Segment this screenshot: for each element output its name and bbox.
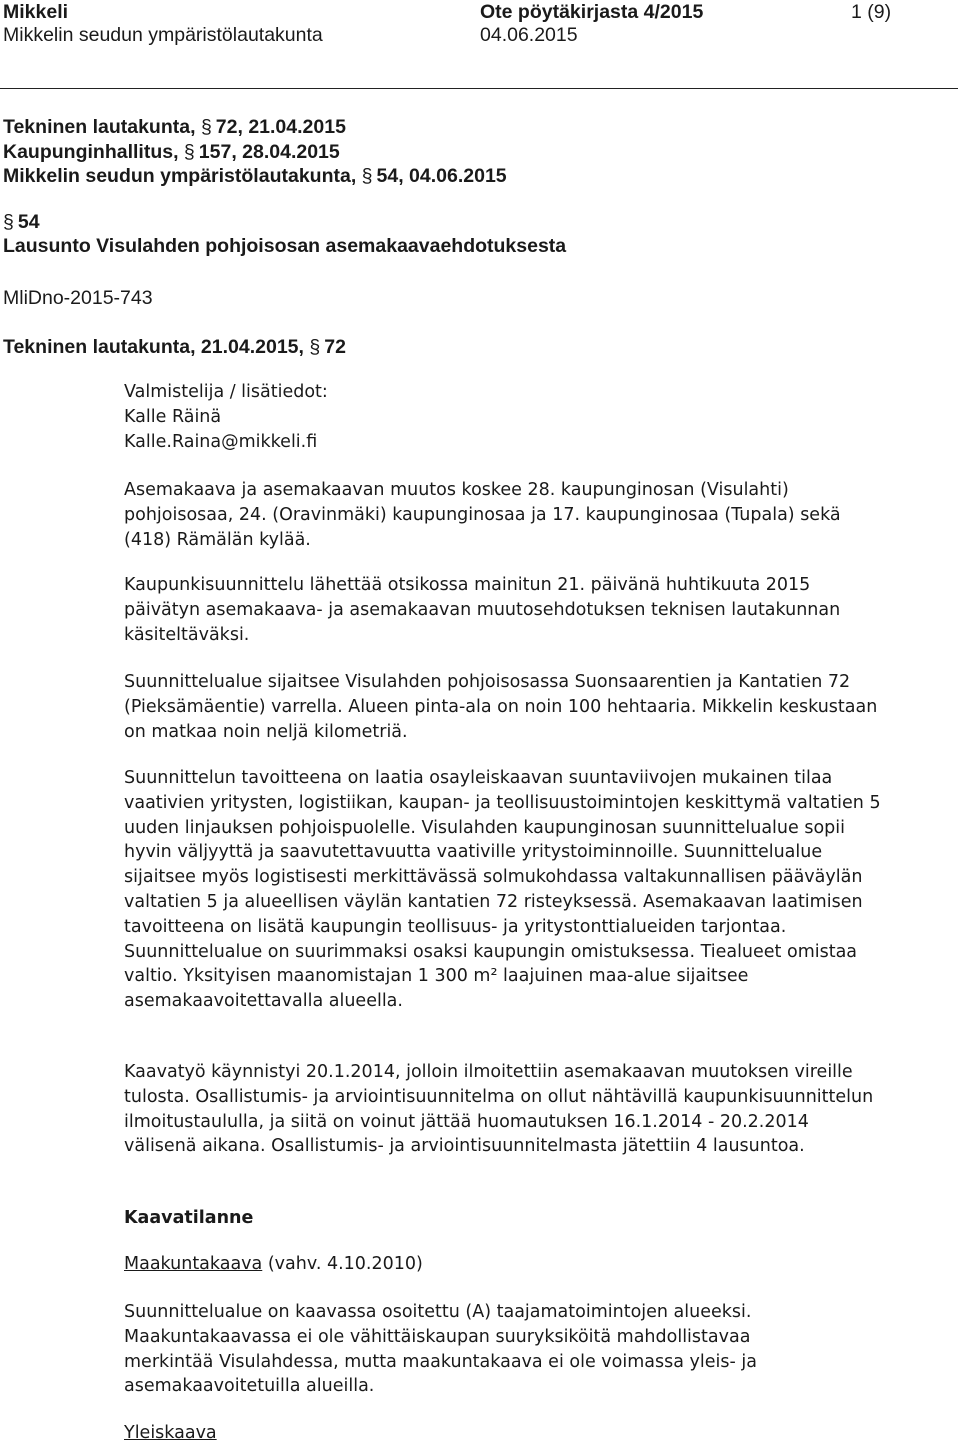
- kaavatilanne-heading: Kaavatilanne: [124, 1208, 254, 1228]
- section-sign-icon: §: [3, 211, 14, 233]
- history-ref: 157, 28.04.2015: [198, 141, 340, 163]
- header-page-number: 1 (9): [851, 1, 892, 23]
- history-body: Tekninen lautakunta,: [3, 116, 196, 138]
- maakuntakaava-note: (vahv. 4.10.2010): [267, 1254, 423, 1274]
- paragraph-5: [124, 1060, 884, 1159]
- section-sign-icon: §: [183, 141, 195, 163]
- sub-heading-body: Tekninen lautakunta, 21.04.2015,: [3, 336, 304, 358]
- preparer-name: Kalle Räinä: [124, 406, 222, 427]
- section-number: [3, 210, 40, 234]
- history-body: Mikkelin seudun ympäristölautakunta,: [3, 165, 357, 187]
- yleiskaava-line: [124, 1421, 954, 1446]
- paragraph-text: Suunnittelualue sijaitsee Visulahden pohjoisosassa Suonsaarentien ja Kantatien 72 (Pieksämäentie) varrella. Alueen pinta-ala on noin 100 hehtaaria. Mikkelin keskustaan on matkaa noin neljä kilometriä.: [124, 672, 878, 742]
- preparer-label: Valmistelija / lisätiedot:: [124, 382, 328, 402]
- paragraph-2: [124, 573, 844, 647]
- preparer-block: [124, 380, 954, 454]
- section-sign-icon: §: [200, 116, 212, 138]
- header-org: Mikkeli: [3, 1, 69, 23]
- header-committee: Mikkelin seudun ympäristölautakunta: [3, 24, 323, 46]
- paragraph-4: [124, 766, 894, 1014]
- header-doc-title: Ote pöytäkirjasta 4/2015: [480, 1, 704, 23]
- yleiskaava-link[interactable]: Yleiskaava: [124, 1423, 217, 1443]
- section-sign-icon: §: [309, 336, 321, 358]
- preparer-email: Kalle.Raina@mikkeli.fi: [124, 431, 318, 452]
- sub-heading: [3, 335, 346, 359]
- sub-heading-ref: 72: [324, 336, 346, 358]
- history-line-2: [3, 140, 340, 164]
- maakuntakaava-link[interactable]: Maakuntakaava: [124, 1254, 263, 1274]
- maakuntakaava-paragraph: [124, 1300, 844, 1399]
- section-title: Lausunto Visulahden pohjoisosan asemakaavaehdotuksesta: [3, 235, 567, 257]
- header-date: 04.06.2015: [480, 24, 578, 46]
- paragraph-text: Kaupunkisuunnittelu lähettää otsikossa mainitun 21. päivänä huhtikuuta 2015 päivätyn asemakaava- ja asemakaavan muutosehdotuksen teknisen lautakunnan käsiteltäväksi.: [124, 575, 841, 645]
- history-ref: 72, 21.04.2015: [215, 116, 346, 138]
- paragraph-3: [124, 670, 884, 744]
- header-divider: [0, 88, 958, 89]
- history-line-1: [3, 115, 346, 139]
- diary-number: MliDno-2015-743: [3, 287, 153, 309]
- maakuntakaava-line: [124, 1252, 954, 1277]
- section-sign-icon: §: [361, 165, 373, 187]
- paragraph-text: Kaavatyö käynnistyi 20.1.2014, jolloin ilmoitettiin asemakaavan muutoksen vireille tulosta. Osallistumis- ja arviointisuunnitelma on ollut nähtävillä kaupunkisuunnittelun ilmoitustaululla, ja siitä on voinut jättää huomautuksen 16.1.2014 - 20.2.2014 välisenä aikana. Osallistumis- ja arviointisuunnitelmasta jätettiin 4 lausuntoa.: [124, 1062, 874, 1157]
- paragraph-1: [124, 478, 864, 552]
- history-line-3: [3, 164, 507, 188]
- paragraph-text: Suunnittelun tavoitteena on laatia osayleiskaavan suuntaviivojen mukainen tilaa vaativien yritysten, logistiikan, kaupan- ja teollisuustoimintojen keskittymä valtatien 5 uuden linjauksen pohjoispuolelle. Visulahden kaupunginosan suunnittelualue sopii hyvin väljyyttä ja saavutettavuutta vaativille yritystoiminnoille. Suunnittelualue sijaitsee myös logistisesti merkittävässä solmukohdassa valtakunnallisen pääväylän valtatien 5 ja alueellisen väylän kantatien 72 risteyksessä. Asemakaavan laatimisen tavoitteena on lisätä kaupungin teollisuus- ja yritystonttialueiden tarjontaa. Suunnittelualue on suurimmaksi osaksi kaupungin omistuksessa. Tiealueet omistaa valtio. Yksityisen maanomistajan 1 300 m² laajuinen maa-alue sijaitsee asemakaavoitettavalla alueella.: [124, 768, 881, 1012]
- history-body: Kaupunginhallitus,: [3, 141, 179, 163]
- history-ref: 54, 04.06.2015: [376, 165, 507, 187]
- paragraph-text: Asemakaava ja asemakaavan muutos koskee 28. kaupunginosan (Visulahti) pohjoisosaa, 24. (Oravinmäki) kaupunginosaa ja 17. kaupunginosaa (Tupala) sekä (418) Rämälän kylää.: [124, 480, 841, 550]
- paragraph-text: Suunnittelualue on kaavassa osoitettu (A) taajamatoimintojen alueeksi. Maakuntakaavassa ei ole vähittäiskaupan suuryksiköitä mahdollistavaa merkintää Visulahdessa, mutta maakuntakaava ei ole voimassa yleis- ja asemakaavoitetuilla alueilla.: [124, 1302, 757, 1397]
- section-number-value: 54: [17, 211, 40, 233]
